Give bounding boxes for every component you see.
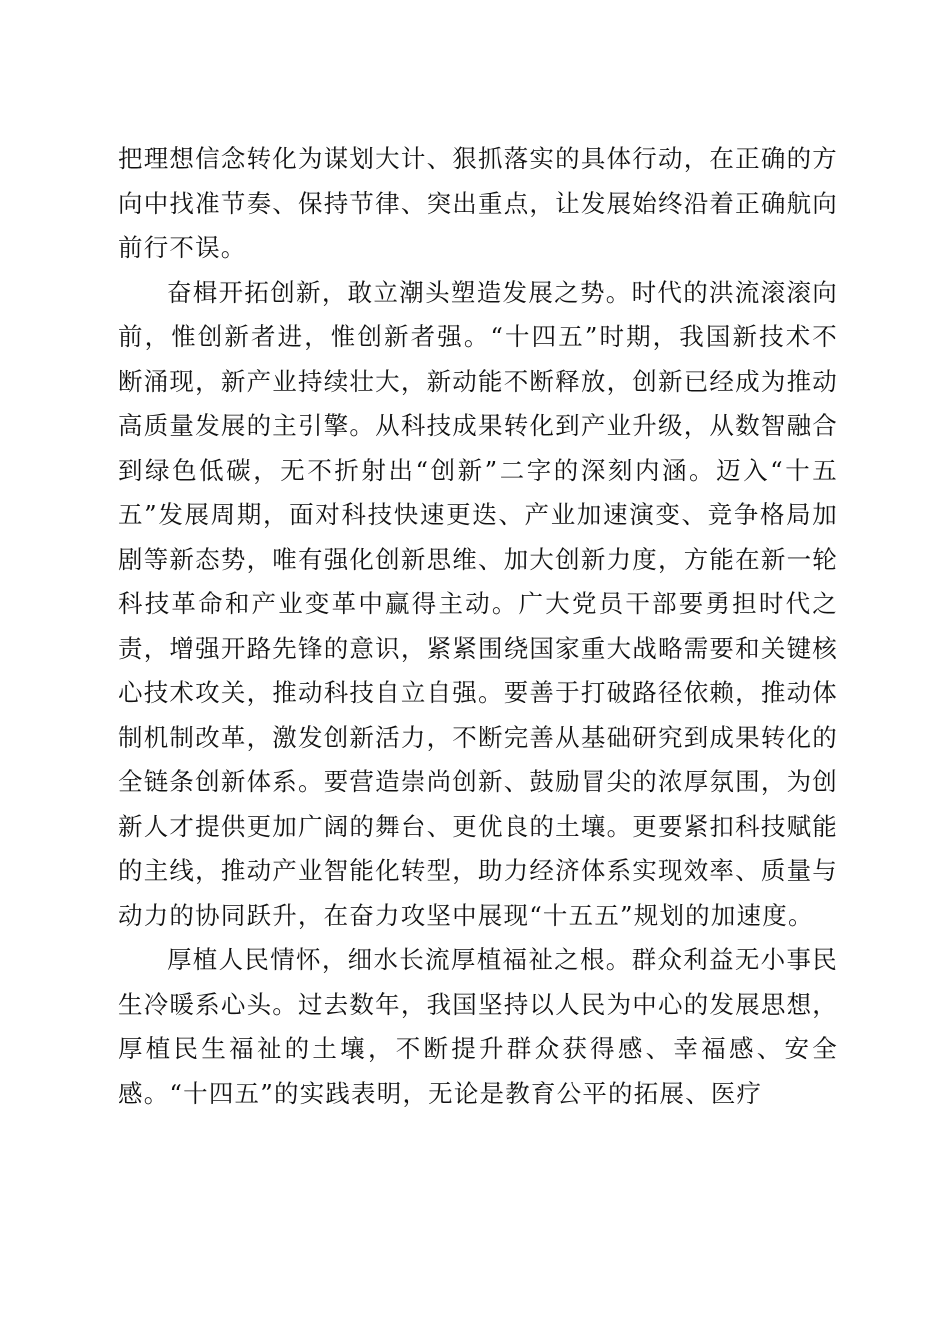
body-text	[118, 137, 838, 1116]
paragraph-innovation: 奋楫开拓创新，敢立潮头塑造发展之势。时代的洪流滚滚向前，惟创新者进，惟创新者强。“十四五”时期，我国新技术不断涌现，新产业持续壮大，新动能不断释放，创新已经成为推动高质量发展的主引擎。从科技成果转化到产业升级，从数智融合到绿色低碳，无不折射出“创新”二字的深刻内涵。迈入“十五五”发展周期，面对科技快速更迭、产业加速演变、竞争格局加剧等新态势，唯有强化创新思维、加大创新力度，方能在新一轮科技革命和产业变革中赢得主动。广大党员干部要勇担时代之责，增强开路先锋的意识，紧紧围绕国家重大战略需要和关键核心技术攻关，推动科技自立自强。要善于打破路径依赖，推动体制机制改革，激发创新活力，不断完善从基础研究到成果转化的全链条创新体系。要营造崇尚创新、鼓励冒尖的浓厚氛围，为创新人才提供更加广阔的舞台、更优良的土壤。更要紧扣科技赋能的主线，推动产业智能化转型，助力经济体系实现效率、质量与动力的协同跃升，在奋力攻坚中展现“十五五”规划的加速度。	[118, 277, 838, 930]
paragraph-continuation: 把理想信念转化为谋划大计、狠抓落实的具体行动，在正确的方向中找准节奏、保持节律、突出重点，让发展始终沿着正确航向前行不误。	[118, 144, 838, 262]
paragraph-people: 厚植人民情怀，细水长流厚植福祉之根。群众利益无小事民生冷暖系心头。过去数年，我国坚持以人民为中心的发展思想，厚植民生福祉的土壤，不断提升群众获得感、幸福感、安全感。“十四五”的实践表明，无论是教育公平的拓展、医疗	[118, 945, 838, 1108]
